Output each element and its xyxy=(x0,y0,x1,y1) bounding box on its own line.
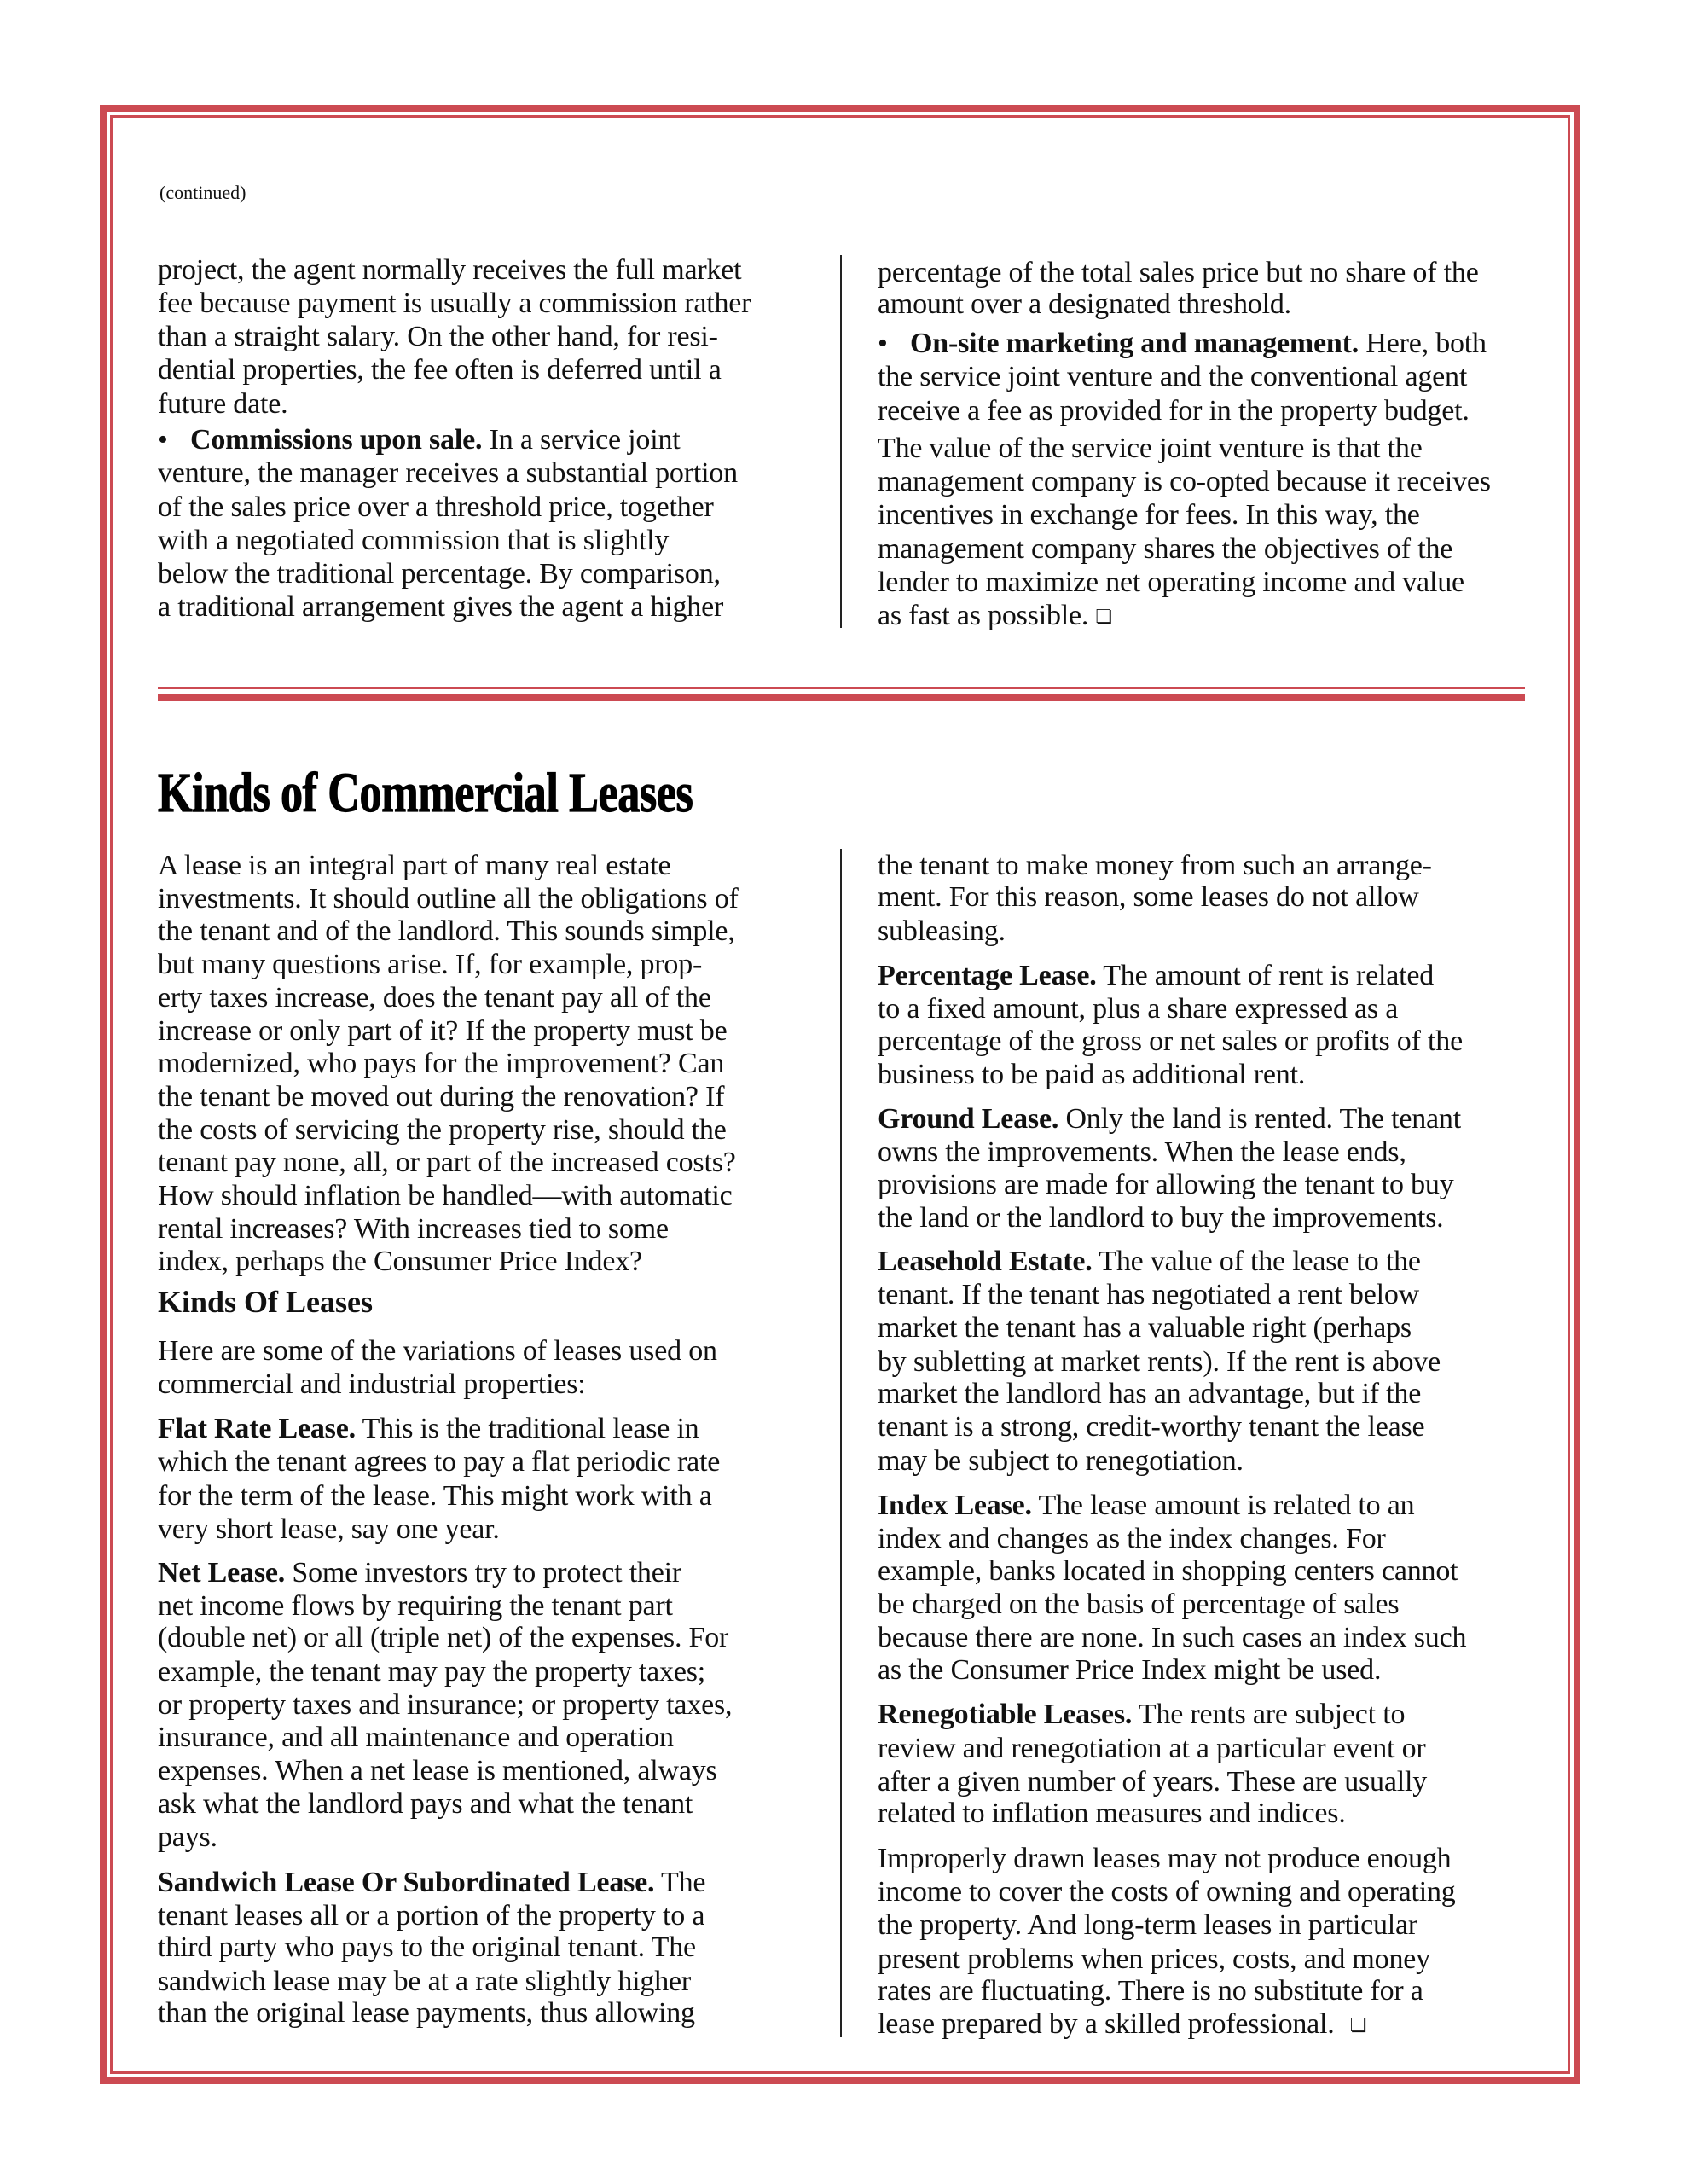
text-line: (double net) or all (triple net) of the expenses. For xyxy=(158,1622,729,1653)
text-line: which the tenant agrees to pay a flat periodic rate xyxy=(158,1446,721,1478)
text-line: ask what the landlord pays and what the tenant xyxy=(158,1788,693,1820)
text-line: The xyxy=(654,1867,706,1898)
text-line: below the traditional percentage. By comparison, xyxy=(158,558,721,590)
text-line: very short lease, say one year. xyxy=(158,1513,500,1545)
text-line: Here are some of the variations of leases used on xyxy=(158,1335,717,1367)
text-line: index and changes as the index changes. For xyxy=(878,1523,1386,1554)
bullet-item-title: On-site marketing and management. xyxy=(910,328,1359,359)
text-line: provisions are made for allowing the tenant to buy xyxy=(878,1169,1454,1200)
text-line: to a fixed amount, plus a share expressed as a xyxy=(878,993,1399,1025)
text-line: amount over a designated threshold. xyxy=(878,288,1291,320)
text-line: How should inflation be handled—with automatic xyxy=(158,1180,733,1211)
lease-type-index xyxy=(878,1489,1414,1522)
text-line: rates are fluctuating. There is no substitute for a xyxy=(878,1975,1423,2007)
section-divider-thick-line xyxy=(158,694,1525,701)
text-line: management company shares the objectives of the xyxy=(878,533,1453,565)
text-line: venture, the manager receives a substantial portion xyxy=(158,457,738,489)
text-line: expenses. When a net lease is mentioned, always xyxy=(158,1755,717,1786)
text-line: the property. And long-term leases in particular xyxy=(878,1909,1418,1941)
text-line: be charged on the basis of percentage of sales xyxy=(878,1589,1400,1620)
text-line: insurance, and all maintenance and operation xyxy=(158,1722,674,1753)
column-divider-rule xyxy=(840,849,842,2037)
lease-type-title: Net Lease. xyxy=(158,1557,286,1589)
text-line: commercial and industrial properties: xyxy=(158,1368,586,1400)
text-line: Some investors try to protect their xyxy=(285,1557,681,1589)
text-line: the costs of servicing the property rise, should the xyxy=(158,1114,727,1146)
lease-type-net xyxy=(158,1556,681,1589)
text-line: market the landlord has an advantage, but if the xyxy=(878,1378,1422,1409)
text-line: This is the traditional lease in xyxy=(355,1413,699,1444)
text-line: Improperly drawn leases may not produce enough xyxy=(878,1843,1452,1874)
lease-type-flat-rate xyxy=(158,1412,699,1445)
text-line: tenant. If the tenant has negotiated a rent below xyxy=(878,1279,1420,1310)
text-line: rental increases? With increases tied to some xyxy=(158,1213,669,1245)
lease-type-sandwich xyxy=(158,1866,705,1899)
lease-type-ground xyxy=(878,1102,1461,1136)
text-line: A lease is an integral part of many real estate xyxy=(158,850,671,881)
text-line: ment. For this reason, some leases do not allow xyxy=(878,881,1419,913)
text-line: The lease amount is related to an xyxy=(1031,1490,1415,1521)
text-line: tenant leases all or a portion of the property to a xyxy=(158,1900,705,1931)
section-title: Kinds of Commercial Leases xyxy=(158,762,693,824)
text-line: owns the improvements. When the lease ends, xyxy=(878,1136,1406,1168)
lease-type-title: Sandwich Lease Or Subordinated Lease. xyxy=(158,1867,655,1898)
text-line: erty taxes increase, does the tenant pay all of the xyxy=(158,982,711,1014)
column-divider-rule xyxy=(840,255,842,628)
text-line: by subletting at market rents). If the rent is above xyxy=(878,1346,1441,1378)
text-line: income to cover the costs of owning and operating xyxy=(878,1876,1456,1908)
text-line: but many questions arise. If, for example, prop- xyxy=(158,949,703,980)
text-line: management company is co-opted because it receives xyxy=(878,466,1491,497)
continued-label: (continued) xyxy=(159,182,246,203)
text-line: percentage of the total sales price but no share of the xyxy=(878,257,1479,288)
text-line: the tenant and of the landlord. This sounds simple, xyxy=(158,915,735,947)
text-line: as fast as possible. xyxy=(878,600,1089,631)
section-divider-thin-line xyxy=(158,687,1525,689)
end-of-article-box-icon: ❏ xyxy=(1349,2015,1367,2036)
text-line: dential properties, the fee often is deferred until a xyxy=(158,354,722,386)
text-line: index, perhaps the Consumer Price Index? xyxy=(158,1246,642,1277)
text-line: third party who pays to the original tenant. The xyxy=(158,1931,696,1963)
text-line: the land or the landlord to buy the improvements. xyxy=(878,1202,1444,1234)
bullet-icon: • xyxy=(158,424,168,456)
text-line: present problems when prices, costs, and money xyxy=(878,1943,1430,1975)
text-line: In a service joint xyxy=(482,424,681,456)
bullet-item-on-site-marketing xyxy=(878,327,1487,360)
text-line: as the Consumer Price Index might be used. xyxy=(878,1654,1382,1686)
text-line: The value of the service joint venture is that the xyxy=(878,433,1423,464)
text-line: increase or only part of it? If the property must be xyxy=(158,1015,728,1047)
text-line: percentage of the gross or net sales or profits of the xyxy=(878,1025,1463,1057)
lease-type-percentage xyxy=(878,959,1434,992)
text-line: The value of the lease to the xyxy=(1092,1246,1421,1277)
text-line: the tenant be moved out during the renovation? If xyxy=(158,1081,725,1112)
text-line: the service joint venture and the conventional agent xyxy=(878,361,1468,392)
text-line: lease prepared by a skilled professional. xyxy=(878,2008,1335,2040)
lease-type-title: Leasehold Estate. xyxy=(878,1246,1093,1277)
text-line: Only the land is rented. The tenant xyxy=(1058,1103,1461,1135)
text-line: may be subject to renegotiation. xyxy=(878,1445,1244,1477)
lease-type-title: Ground Lease. xyxy=(878,1103,1059,1135)
text-line: pays. xyxy=(158,1821,217,1853)
lease-type-renegotiable xyxy=(878,1698,1405,1731)
text-line: market the tenant has a valuable right (perhaps xyxy=(878,1312,1412,1344)
text-line: future date. xyxy=(158,388,288,420)
text-line: fee because payment is usually a commission rather xyxy=(158,288,751,319)
text-line: related to inflation measures and indices. xyxy=(878,1798,1346,1829)
text-line: tenant pay none, all, or part of the increased costs? xyxy=(158,1147,736,1178)
text-line: example, the tenant may pay the property taxes; xyxy=(158,1656,706,1687)
text-line: for the term of the lease. This might work with a xyxy=(158,1480,712,1512)
text-line-last xyxy=(878,599,1112,634)
text-line: subleasing. xyxy=(878,915,1006,947)
text-line: incentives in exchange for fees. In this way, the xyxy=(878,499,1420,531)
subheading-kinds-of-leases: Kinds Of Leases xyxy=(158,1285,374,1319)
end-of-article-box-icon: ❏ xyxy=(1095,607,1112,628)
text-line: receive a fee as provided for in the property budget. xyxy=(878,395,1470,427)
lease-type-title: Flat Rate Lease. xyxy=(158,1413,356,1444)
text-line: example, banks located in shopping centers cannot xyxy=(878,1555,1458,1587)
lease-type-leasehold-estate xyxy=(878,1245,1421,1278)
text-line: because there are none. In such cases an index such xyxy=(878,1622,1467,1653)
text-line: or property taxes and insurance; or property taxes, xyxy=(158,1689,733,1721)
text-line: of the sales price over a threshold price, together xyxy=(158,491,714,523)
lease-type-title: Index Lease. xyxy=(878,1490,1032,1521)
text-line: Here, both xyxy=(1359,328,1487,359)
text-line: than the original lease payments, thus allowing xyxy=(158,1997,695,2029)
text-line: tenant is a strong, credit-worthy tenant the lease xyxy=(878,1411,1425,1443)
text-line: modernized, who pays for the improvement? Can xyxy=(158,1048,725,1079)
text-line: after a given number of years. These are usually xyxy=(878,1766,1428,1798)
lease-type-title: Renegotiable Leases. xyxy=(878,1699,1133,1730)
lease-type-title: Percentage Lease. xyxy=(878,960,1097,991)
text-line: The rents are subject to xyxy=(1132,1699,1406,1730)
text-line: a traditional arrangement gives the agent a higher xyxy=(158,591,724,623)
text-line: with a negotiated commission that is slightly xyxy=(158,525,670,556)
text-line: The amount of rent is related xyxy=(1096,960,1435,991)
text-line: the tenant to make money from such an arrange- xyxy=(878,850,1432,881)
text-line: project, the agent normally receives the full market xyxy=(158,254,742,286)
text-line: net income flows by requiring the tenant part xyxy=(158,1590,673,1622)
text-line: investments. It should outline all the obligations of xyxy=(158,883,739,915)
text-line: business to be paid as additional rent. xyxy=(878,1059,1306,1090)
text-line: review and renegotiation at a particular event or xyxy=(878,1733,1426,1764)
bullet-icon: • xyxy=(878,328,888,359)
text-line: sandwich lease may be at a rate slightly higher xyxy=(158,1966,692,1997)
text-line-last xyxy=(878,2007,1366,2042)
text-line: lender to maximize net operating income and value xyxy=(878,566,1464,598)
bullet-item-commissions-upon-sale xyxy=(158,423,681,456)
text-line: than a straight salary. On the other hand, for resi- xyxy=(158,321,718,352)
bullet-item-title: Commissions upon sale. xyxy=(190,424,483,456)
